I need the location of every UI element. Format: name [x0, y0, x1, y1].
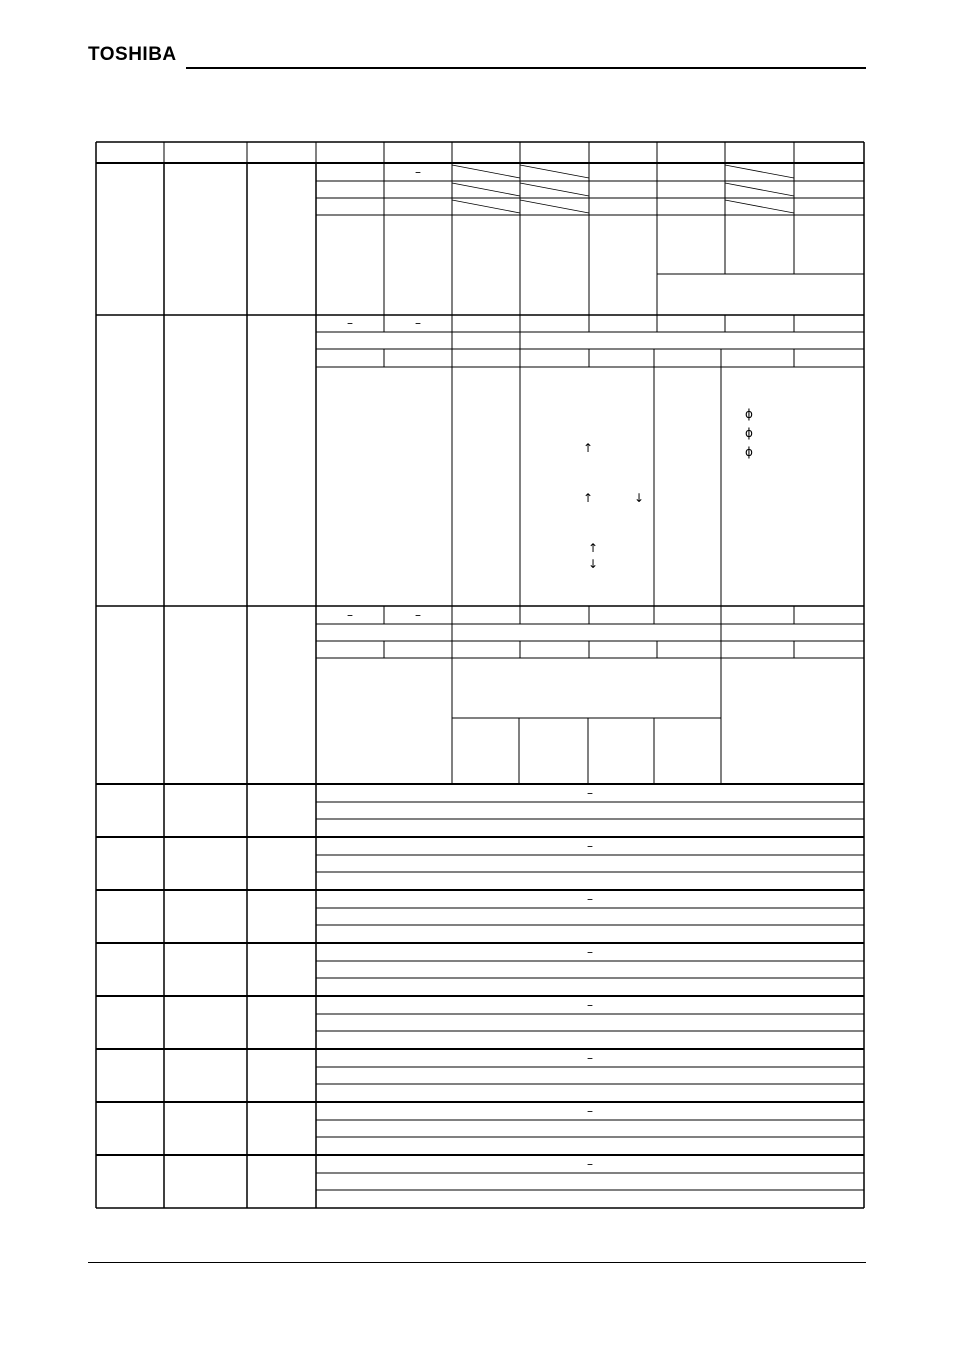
dash-mark: – — [347, 608, 353, 622]
dash-mark: – — [587, 786, 593, 800]
phi-symbol: ϕ — [745, 445, 753, 459]
up-arrow-icon: ↑ — [582, 491, 594, 505]
dash-mark: – — [587, 1157, 593, 1171]
diagonal-strike-line — [725, 183, 794, 196]
phi-symbol: ϕ — [745, 426, 753, 440]
dash-mark: – — [347, 316, 353, 330]
down-arrow-icon: ↓ — [587, 557, 599, 571]
diagonal-strike-line — [452, 183, 520, 196]
dash-mark: – — [415, 316, 421, 330]
dash-mark: – — [587, 998, 593, 1012]
diagonal-strike-line — [452, 200, 520, 213]
dash-mark: – — [587, 1051, 593, 1065]
phi-symbol: ϕ — [745, 407, 753, 421]
dash-mark: – — [415, 608, 421, 622]
dash-mark: – — [587, 839, 593, 853]
dash-mark: – — [587, 1104, 593, 1118]
dash-mark: – — [587, 945, 593, 959]
dash-mark: – — [587, 892, 593, 906]
up-arrow-icon: ↑ — [587, 541, 599, 555]
down-arrow-icon: ↓ — [633, 491, 645, 505]
diagonal-strike-line — [725, 200, 794, 213]
diagonal-strike-line — [520, 183, 589, 196]
diagonal-strike-line — [520, 165, 589, 178]
dash-mark: – — [415, 165, 421, 179]
diagonal-strike-line — [452, 165, 520, 178]
toshiba-logo: TOSHIBA — [88, 44, 177, 65]
up-arrow-icon: ↑ — [582, 441, 594, 455]
diagonal-strike-line — [520, 200, 589, 213]
diagonal-strike-line — [725, 165, 794, 178]
